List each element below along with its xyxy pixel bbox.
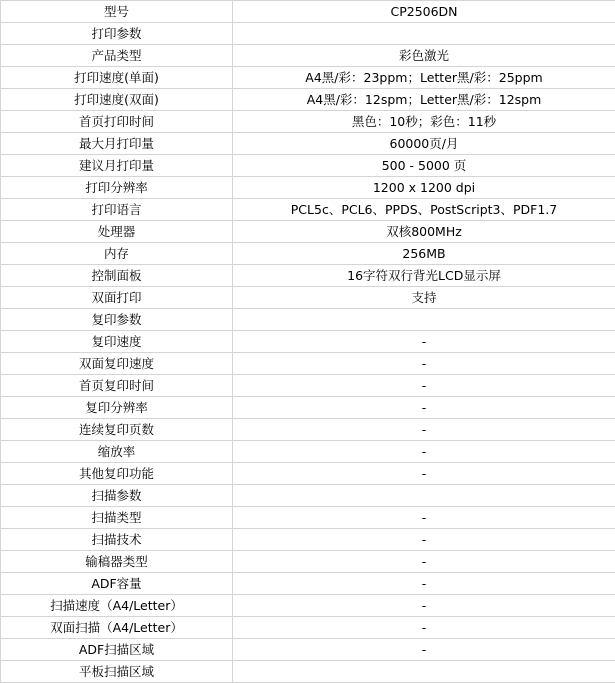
spec-value-cell: 256MB <box>233 243 615 265</box>
table-row <box>1 133 615 155</box>
spec-value-cell: - <box>233 551 615 573</box>
spec-table-body <box>1 1 615 683</box>
spec-label-cell: 首页复印时间 <box>1 375 233 397</box>
spec-value-cell: - <box>233 375 615 397</box>
spec-value-cell: 黑色：10秒；彩色：11秒 <box>233 111 615 133</box>
table-row <box>1 507 615 529</box>
table-row <box>1 221 615 243</box>
spec-value-cell: 16字符双行背光LCD显示屏 <box>233 265 615 287</box>
spec-label-cell: 扫描技术 <box>1 529 233 551</box>
table-row <box>1 353 615 375</box>
spec-value-cell: - <box>233 507 615 529</box>
table-row <box>1 551 615 573</box>
spec-value-cell: CP2506DN <box>233 1 615 23</box>
spec-value-cell: - <box>233 595 615 617</box>
table-row <box>1 331 615 353</box>
spec-value-cell <box>233 309 615 331</box>
spec-label-cell: 双面复印速度 <box>1 353 233 375</box>
table-row <box>1 67 615 89</box>
spec-value-cell: - <box>233 573 615 595</box>
spec-value-cell: 支持 <box>233 287 615 309</box>
spec-value-cell: PCL5c、PCL6、PPDS、PostScript3、PDF1.7 <box>233 199 615 221</box>
table-row <box>1 617 615 639</box>
spec-label-cell: 产品类型 <box>1 45 233 67</box>
spec-label-cell: 控制面板 <box>1 265 233 287</box>
table-row <box>1 397 615 419</box>
spec-value-cell <box>233 23 615 45</box>
spec-value-cell: - <box>233 331 615 353</box>
table-row <box>1 287 615 309</box>
spec-value-cell: A4黑/彩：12spm；Letter黑/彩：12spm <box>233 89 615 111</box>
spec-label-cell: 内存 <box>1 243 233 265</box>
spec-value-cell: 500 - 5000 页 <box>233 155 615 177</box>
table-row <box>1 177 615 199</box>
table-row <box>1 573 615 595</box>
spec-value-cell: 双核800MHz <box>233 221 615 243</box>
table-row <box>1 463 615 485</box>
spec-label-cell: 建议月打印量 <box>1 155 233 177</box>
table-row <box>1 45 615 67</box>
spec-label-cell: 扫描参数 <box>1 485 233 507</box>
table-row <box>1 375 615 397</box>
spec-label-cell: 复印分辨率 <box>1 397 233 419</box>
spec-value-cell: - <box>233 617 615 639</box>
spec-value-cell: - <box>233 463 615 485</box>
spec-value-cell: 60000页/月 <box>233 133 615 155</box>
spec-label-cell: 复印速度 <box>1 331 233 353</box>
table-row <box>1 485 615 507</box>
table-row <box>1 243 615 265</box>
spec-label-cell: 扫描速度（A4/Letter） <box>1 595 233 617</box>
spec-value-cell <box>233 485 615 507</box>
spec-value-cell: - <box>233 639 615 661</box>
spec-label-cell: 打印速度(单面) <box>1 67 233 89</box>
table-row <box>1 309 615 331</box>
spec-value-cell: - <box>233 529 615 551</box>
spec-label-cell: 打印速度(双面) <box>1 89 233 111</box>
table-row <box>1 199 615 221</box>
table-row <box>1 89 615 111</box>
spec-label-cell: 处理器 <box>1 221 233 243</box>
spec-label-cell: 双面扫描（A4/Letter） <box>1 617 233 639</box>
spec-label-cell: 首页打印时间 <box>1 111 233 133</box>
spec-label-cell: ADF容量 <box>1 573 233 595</box>
spec-label-cell: 其他复印功能 <box>1 463 233 485</box>
table-row <box>1 661 615 683</box>
table-row <box>1 1 615 23</box>
spec-value-cell: - <box>233 397 615 419</box>
spec-label-cell: 双面打印 <box>1 287 233 309</box>
spec-value-cell: 1200 x 1200 dpi <box>233 177 615 199</box>
spec-value-cell: A4黑/彩：23ppm；Letter黑/彩：25ppm <box>233 67 615 89</box>
spec-label-cell: ADF扫描区域 <box>1 639 233 661</box>
table-row <box>1 529 615 551</box>
spec-label-cell: 打印参数 <box>1 23 233 45</box>
spec-value-cell: 彩色激光 <box>233 45 615 67</box>
table-row <box>1 441 615 463</box>
spec-label-cell: 扫描类型 <box>1 507 233 529</box>
spec-value-cell: - <box>233 419 615 441</box>
table-row <box>1 23 615 45</box>
table-row <box>1 639 615 661</box>
spec-value-cell <box>233 661 615 683</box>
table-row <box>1 111 615 133</box>
spec-value-cell: - <box>233 441 615 463</box>
spec-label-cell: 平板扫描区域 <box>1 661 233 683</box>
spec-label-cell: 型号 <box>1 1 233 23</box>
spec-value-cell: - <box>233 353 615 375</box>
spec-label-cell: 缩放率 <box>1 441 233 463</box>
spec-label-cell: 打印语言 <box>1 199 233 221</box>
table-row <box>1 265 615 287</box>
table-row <box>1 595 615 617</box>
table-row <box>1 419 615 441</box>
spec-label-cell: 输稿器类型 <box>1 551 233 573</box>
spec-label-cell: 复印参数 <box>1 309 233 331</box>
spec-label-cell: 打印分辨率 <box>1 177 233 199</box>
table-row <box>1 155 615 177</box>
spec-label-cell: 连续复印页数 <box>1 419 233 441</box>
spec-label-cell: 最大月打印量 <box>1 133 233 155</box>
